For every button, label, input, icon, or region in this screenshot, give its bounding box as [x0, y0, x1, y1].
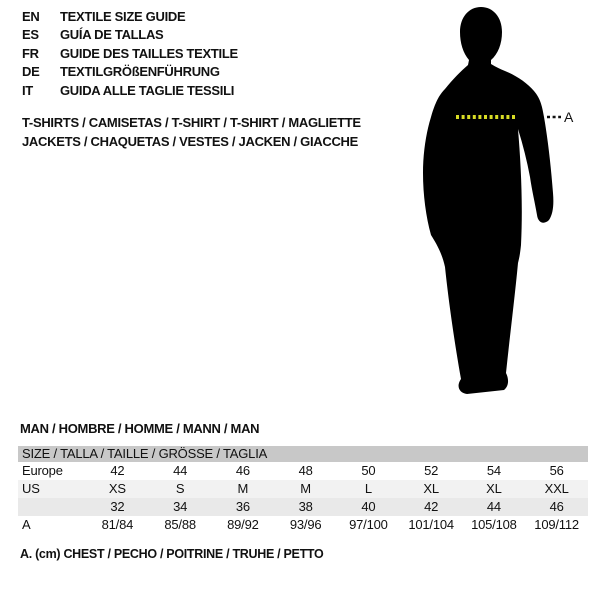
table-row [18, 516, 588, 534]
size-cell: 56 [549, 463, 564, 478]
size-cell: 97/100 [349, 517, 388, 532]
size-cell: 46 [549, 499, 564, 514]
size-cell: 52 [424, 463, 439, 478]
size-cell: 42 [110, 463, 125, 478]
size-cell: XL [423, 481, 439, 496]
language-label: TEXTILE SIZE GUIDE [60, 9, 186, 24]
size-cell: 32 [110, 499, 125, 514]
size-cell: 105/108 [471, 517, 517, 532]
man-silhouette [423, 7, 553, 394]
row-label: Europe [22, 463, 63, 478]
size-cell: 44 [486, 499, 501, 514]
size-cell: 36 [235, 499, 250, 514]
size-cell: 85/88 [164, 517, 196, 532]
language-row [22, 45, 238, 63]
language-label: GUIDA ALLE TAGLIE TESSILI [60, 82, 235, 98]
language-row [22, 82, 238, 100]
row-label: A [22, 517, 31, 532]
size-cell: L [364, 481, 372, 496]
size-cell: S [175, 481, 185, 496]
language-label: TEXTILGRÖßENFÜHRUNG [60, 64, 220, 80]
size-cell: XL [486, 481, 502, 496]
table-row [18, 480, 588, 498]
size-cell: 89/92 [227, 517, 259, 532]
language-code: DE [22, 64, 40, 80]
size-cell: 46 [235, 463, 250, 478]
language-code: FR [22, 45, 39, 61]
size-cell: XXL [544, 481, 569, 496]
size-table-body [18, 462, 588, 534]
measure-label-a: A [564, 109, 574, 125]
man-figure [405, 5, 580, 395]
size-cell: 42 [424, 499, 439, 514]
table-row [18, 462, 588, 480]
language-row [22, 26, 238, 44]
section-title: MAN / HOMBRE / HOMME / MANN / MAN [20, 421, 260, 436]
language-row [22, 8, 238, 26]
size-cell: 40 [361, 499, 376, 514]
category-line-tshirts: T-SHIRTS / CAMISETAS / T-SHIRT / T-SHIRT / MAGLIETTE [22, 115, 361, 130]
language-code: ES [22, 27, 39, 43]
row-label: US [22, 481, 40, 496]
size-cell: M [237, 481, 249, 496]
size-cell: 34 [173, 499, 188, 514]
size-cell: 38 [298, 499, 313, 514]
size-cell: XS [108, 481, 126, 496]
size-cell: 48 [298, 463, 313, 478]
language-code: IT [22, 82, 33, 98]
category-block [22, 114, 361, 151]
language-list [22, 8, 238, 100]
language-label: GUÍA DE TALLAS [60, 27, 164, 43]
size-table [18, 446, 588, 534]
row-label [18, 498, 86, 516]
size-cell: 109/112 [534, 517, 579, 532]
footnote-chest: A. (cm) CHEST / PECHO / POITRINE / TRUHE / PETTO [20, 547, 324, 561]
language-label: GUIDE DES TAILLES TEXTILE [60, 45, 238, 61]
size-cell: 50 [361, 463, 376, 478]
size-cell: M [300, 481, 311, 496]
language-row [22, 63, 238, 81]
size-cell: 101/104 [408, 517, 454, 532]
size-cell: 54 [486, 463, 501, 478]
size-cell: 44 [173, 463, 188, 478]
size-cell: 81/84 [101, 517, 134, 532]
category-line-jackets: JACKETS / CHAQUETAS / VESTES / JACKEN / GIACCHE [22, 133, 358, 149]
table-row [18, 498, 588, 516]
size-cell: 93/96 [289, 517, 322, 532]
size-table-header: SIZE / TALLA / TAILLE / GRÖSSE / TAGLIA [18, 446, 588, 462]
language-code: EN [22, 9, 40, 24]
